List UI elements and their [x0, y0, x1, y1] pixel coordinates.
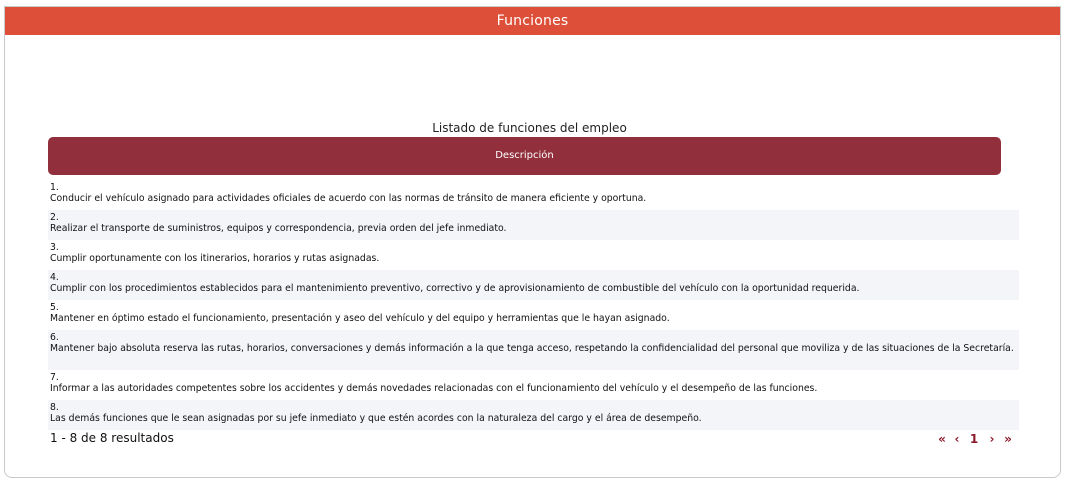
item-number: 5. — [50, 302, 59, 313]
list-item — [48, 240, 1019, 270]
item-description: Realizar el transporte de suministros, equipos y correspondencia, previa orden del jefe inmediato. — [50, 223, 507, 234]
column-header-description: Descripción — [48, 137, 1001, 175]
pagination — [935, 431, 1015, 447]
results-count: 1 - 8 de 8 resultados — [50, 431, 174, 445]
item-number: 2. — [50, 212, 59, 223]
item-number: 8. — [50, 402, 59, 413]
first-page-button[interactable]: « — [938, 432, 946, 446]
list-item — [48, 270, 1019, 300]
list-item — [48, 400, 1019, 430]
list-item — [48, 370, 1019, 400]
list-title: Listado de funciones del empleo — [432, 121, 627, 135]
item-number: 6. — [50, 332, 59, 343]
functions-list — [48, 180, 1019, 430]
item-description: Cumplir con los procedimientos establecidos para el mantenimiento preventivo, correctivo y de aprovisionamiento de combustible del vehículo con la oportunidad requerida. — [50, 283, 860, 294]
item-number: 7. — [50, 372, 59, 383]
list-item — [48, 180, 1019, 210]
previous-page-button[interactable]: ‹ — [954, 432, 960, 446]
item-number: 3. — [50, 242, 59, 253]
next-page-button[interactable]: › — [989, 432, 995, 446]
page-number-current[interactable]: 1 — [969, 432, 979, 446]
panel-title: Funciones — [5, 7, 1060, 35]
list-item — [48, 210, 1019, 240]
item-description: Las demás funciones que le sean asignadas por su jefe inmediato y que estén acordes con la naturaleza del cargo y el área de desempeño. — [50, 413, 702, 424]
item-description: Conducir el vehículo asignado para actividades oficiales de acuerdo con las normas de tránsito de manera eficiente y oportuna. — [50, 193, 647, 204]
functions-panel — [4, 6, 1061, 478]
list-item — [48, 300, 1019, 330]
item-description: Mantener en óptimo estado el funcionamiento, presentación y aseo del vehículo y del equipo y herramientas que le hayan asignado. — [50, 313, 670, 324]
item-number: 4. — [50, 272, 59, 283]
list-item — [48, 330, 1019, 370]
item-description: Informar a las autoridades competentes sobre los accidentes y demás novedades relacionadas con el funcionamiento del vehículo y el desempeño de las funciones. — [50, 383, 818, 394]
item-description: Cumplir oportunamente con los itinerarios, horarios y rutas asignadas. — [50, 253, 380, 264]
item-description: Mantener bajo absoluta reserva las rutas, horarios, conversaciones y demás información a la que tenga acceso, respetando la confidencialidad del personal que moviliza y de las situaciones de la Secretaría. — [50, 343, 1014, 354]
item-number: 1. — [50, 182, 59, 193]
last-page-button[interactable]: » — [1004, 432, 1012, 446]
